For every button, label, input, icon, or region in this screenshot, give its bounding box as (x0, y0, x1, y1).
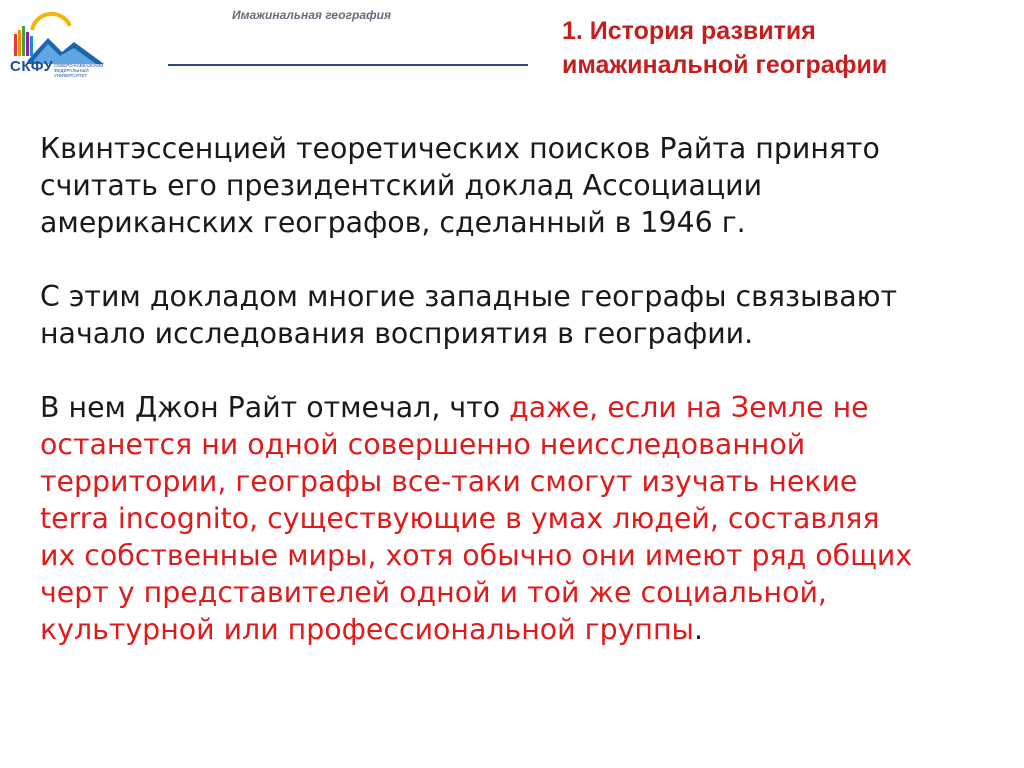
slide-title (562, 14, 1002, 82)
quote-line-4: terra incognito, существующие в умах людей, составляя (40, 502, 880, 535)
quote-text-start: даже, если на Земле не (509, 391, 869, 424)
paragraph-3 (40, 389, 1010, 648)
logo-abbr: СКФУ (10, 58, 54, 75)
final-period: . (693, 613, 703, 646)
header-caption: Имажинальная география (232, 8, 392, 22)
quote-line-2: останется ни одной совершенно неисследованной (40, 428, 806, 461)
slide-body (40, 130, 1010, 648)
quote-line-5: их собственные миры, хотя обычно они имеют ряд общих (40, 539, 913, 572)
quote-text-end: культурной или профессиональной группы (40, 613, 694, 646)
paragraph-1 (40, 130, 1010, 241)
paragraph-3-line-1 (40, 389, 1010, 426)
slide-title-line-1: 1. История развития (562, 17, 816, 45)
header-divider (168, 64, 528, 66)
logo-subtitle-3: УНИВЕРСИТЕТ (54, 73, 88, 78)
paragraph-1-line-1: Квинтэссенцией теоретических поисков Райта принято (40, 132, 880, 165)
logo-subtitle-1: СЕВЕРО-КАВКАЗСКИЙ (54, 63, 104, 68)
paragraph-3-intro-text: В нем Джон Райт отмечал, что (40, 391, 510, 424)
logo-subtitle-2: ФЕДЕРАЛЬНЫЙ (54, 68, 89, 73)
quote-line-3: территории, географы все-таки смогут изучать некие (40, 465, 858, 498)
paragraph-2-line-1: С этим докладом многие западные географы связывают (40, 280, 898, 313)
paragraph-1-line-2: считать его президентский доклад Ассоциации (40, 169, 763, 202)
quote-line-6: черт у представителей одной и той же социальной, (40, 576, 827, 609)
university-logo (4, 8, 114, 80)
slide-title-line-2: имажинальной географии (562, 51, 888, 79)
quote-line-7 (40, 611, 1010, 648)
paragraph-2-line-2: начало исследования восприятия в географии. (40, 317, 754, 350)
paragraph-2 (40, 278, 1010, 352)
paragraph-1-line-3: американских географов, сделанный в 1946 г. (40, 206, 746, 239)
